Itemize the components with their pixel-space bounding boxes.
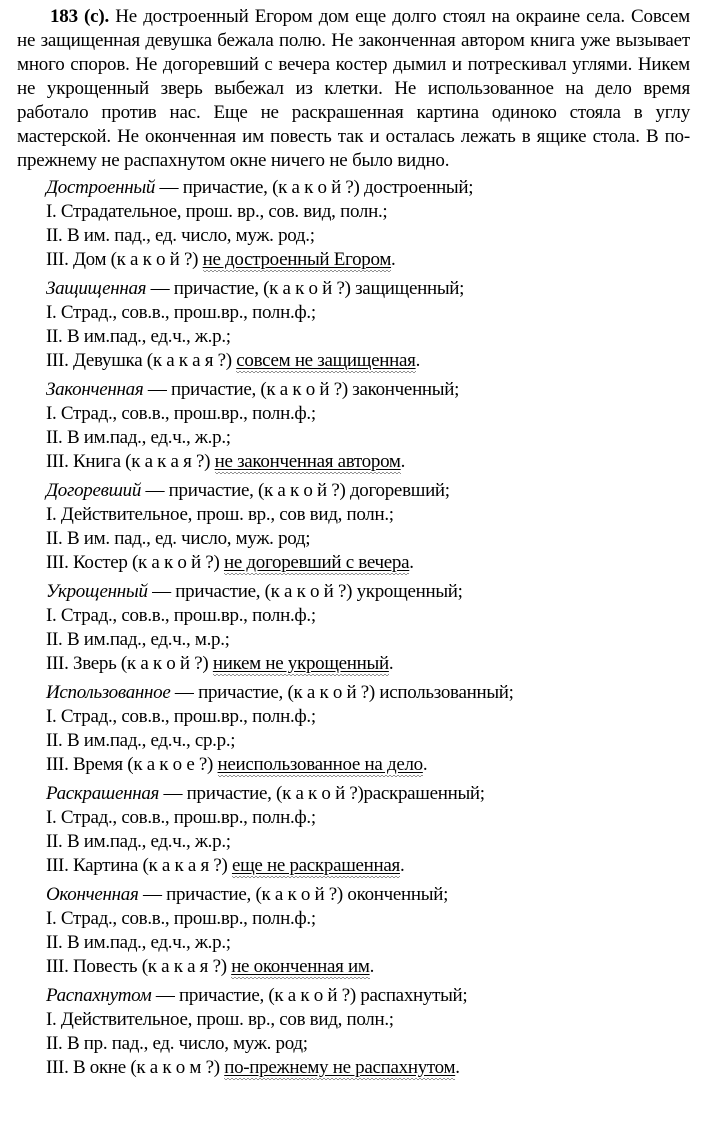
participle-header [46,378,690,402]
analysis-line-3 [46,854,690,878]
analysis-block [46,277,690,373]
header-rest: — причастие, (к а к о й ?) достроенный; [155,177,474,198]
header-rest: — причастие, (к а к о й ?) распахнутый; [151,985,468,1006]
participle-header [46,277,690,301]
line3-prefix: III. Костер (к а к о й ?) [46,552,224,573]
analysis-line-1: I. Действительное, прош. вр., сов вид, полн.; [46,504,394,525]
participle-header [46,883,690,907]
analysis-list [46,176,690,1080]
participial-phrase: неиспользованное на дело [218,754,423,778]
participle-word: Распахнутом [46,985,152,1006]
line3-suffix: . [388,653,394,674]
exercise-number: 183 (с). [50,6,110,27]
analysis-block [46,479,690,575]
participial-phrase: не догоревший с вечера [224,552,409,576]
analysis-block [46,883,690,979]
participial-phrase: никем не укрощенный [213,653,389,677]
line3-prefix: III. Картина (к а к а я ?) [46,855,232,876]
header-rest: — причастие, (к а к о й ?)раскрашенный; [159,783,485,804]
participle-word: Использованное [46,682,171,703]
participle-word: Раскрашенная [46,783,160,804]
header-rest: — причастие, (к а к о й ?) оконченный; [138,884,449,905]
participial-phrase: по-прежнему не распахнутом [224,1057,455,1081]
analysis-block [46,782,690,878]
exercise-text [17,5,690,173]
analysis-line-1: I. Страд., сов.в., прош.вр., полн.ф.; [46,605,316,626]
analysis-line-3 [46,248,690,272]
line3-suffix: . [391,249,396,270]
analysis-block [46,176,690,272]
analysis-line-3 [46,1056,690,1080]
line3-prefix: III. В окне (к а к о м ?) [46,1057,225,1078]
participle-word: Достроенный [46,177,156,198]
line3-suffix: . [455,1057,460,1078]
analysis-line-2: II. В им.пад., ед.ч., ср.р.; [46,730,236,751]
participial-phrase: не оконченная им [231,956,369,980]
line3-prefix: III. Зверь (к а к о й ?) [46,653,213,674]
line3-suffix: . [369,956,375,977]
analysis-line-3 [46,753,690,777]
header-rest: — причастие, (к а к о й ?) законченный; [143,379,460,400]
analysis-block [46,378,690,474]
analysis-line-2: II. В им. пад., ед. число, муж. род; [46,528,311,549]
analysis-line-2: II. В им.пад., ед.ч., ж.р.; [46,326,231,347]
participial-phrase: не законченная автором [215,451,401,475]
exercise-body: Не достроенный Егором дом еще долго стоял на окраине села. Совсем не защищенная девушка бежала полю. Не законченная автором книга уже вызывает много споров. Не догоревший с вечера костер дымил и потрескивал углями. Никем не укрощенный зверь выбежал из клетки. Не использованное на дело время работало против нас. Еще не раскрашенная картина одиноко стояла в углу мастерской. Не оконченная им повесть так и осталась лежать в ящике стола. В по-прежнему не распахнутом окне ничего не было видно. [17,6,690,171]
analysis-line-2: II. В им.пад., ед.ч., м.р.; [46,629,230,650]
analysis-line-2: II. В им.пад., ед.ч., ж.р.; [46,932,231,953]
participial-phrase: не достроенный Егором [203,249,391,273]
analysis-line-1: I. Страд., сов.в., прош.вр., полн.ф.; [46,908,316,929]
analysis-line-3 [46,450,690,474]
analysis-line-2: II. В им.пад., ед.ч., ж.р.; [46,831,231,852]
participle-header [46,984,690,1008]
line3-prefix: III. Девушка (к а к а я ?) [46,350,237,371]
participial-phrase: совсем не защищенная [236,350,415,374]
analysis-line-3 [46,551,690,575]
analysis-line-3 [46,955,690,979]
participle-header [46,176,690,200]
line3-prefix: III. Время (к а к о е ?) [46,754,218,775]
line3-suffix: . [422,754,428,775]
participle-header [46,782,690,806]
line3-suffix: . [399,855,405,876]
header-rest: — причастие, (к а к о й ?) укрощенный; [147,581,463,602]
participle-word: Законченная [46,379,144,400]
participle-word: Укрощенный [46,581,148,602]
participle-word: Защищенная [46,278,147,299]
header-rest: — причастие, (к а к о й ?) защищенный; [146,278,465,299]
participle-header [46,681,690,705]
analysis-line-1: I. Страд., сов.в., прош.вр., полн.ф.; [46,807,316,828]
analysis-line-1: I. Действительное, прош. вр., сов вид, полн.; [46,1009,394,1030]
line3-prefix: III. Дом (к а к о й ?) [46,249,203,270]
line3-suffix: . [409,552,414,573]
participle-header [46,580,690,604]
analysis-line-2: II. В пр. пад., ед. число, муж. род; [46,1033,308,1054]
participial-phrase: еще не раскрашенная [232,855,400,879]
analysis-line-2: II. В им. пад., ед. число, муж. род.; [46,225,315,246]
analysis-line-3 [46,652,690,676]
line3-suffix: . [400,451,406,472]
analysis-block [46,984,690,1080]
analysis-line-1: I. Страд., сов.в., прош.вр., полн.ф.; [46,403,316,424]
participle-word: Оконченная [46,884,139,905]
analysis-block [46,580,690,676]
analysis-line-1: I. Страд., сов.в., прош.вр., полн.ф.; [46,302,316,323]
line3-prefix: III. Книга (к а к а я ?) [46,451,215,472]
header-rest: — причастие, (к а к о й ?) догоревший; [141,480,450,501]
line3-prefix: III. Повесть (к а к а я ?) [46,956,232,977]
participle-header [46,479,690,503]
analysis-line-3 [46,349,690,373]
analysis-line-1: I. Страдательное, прош. вр., сов. вид, полн.; [46,201,388,222]
line3-suffix: . [415,350,421,371]
participle-word: Догоревший [46,480,142,501]
analysis-line-1: I. Страд., сов.в., прош.вр., полн.ф.; [46,706,316,727]
header-rest: — причастие, (к а к о й ?) использованный; [170,682,514,703]
analysis-block [46,681,690,777]
analysis-line-2: II. В им.пад., ед.ч., ж.р.; [46,427,231,448]
